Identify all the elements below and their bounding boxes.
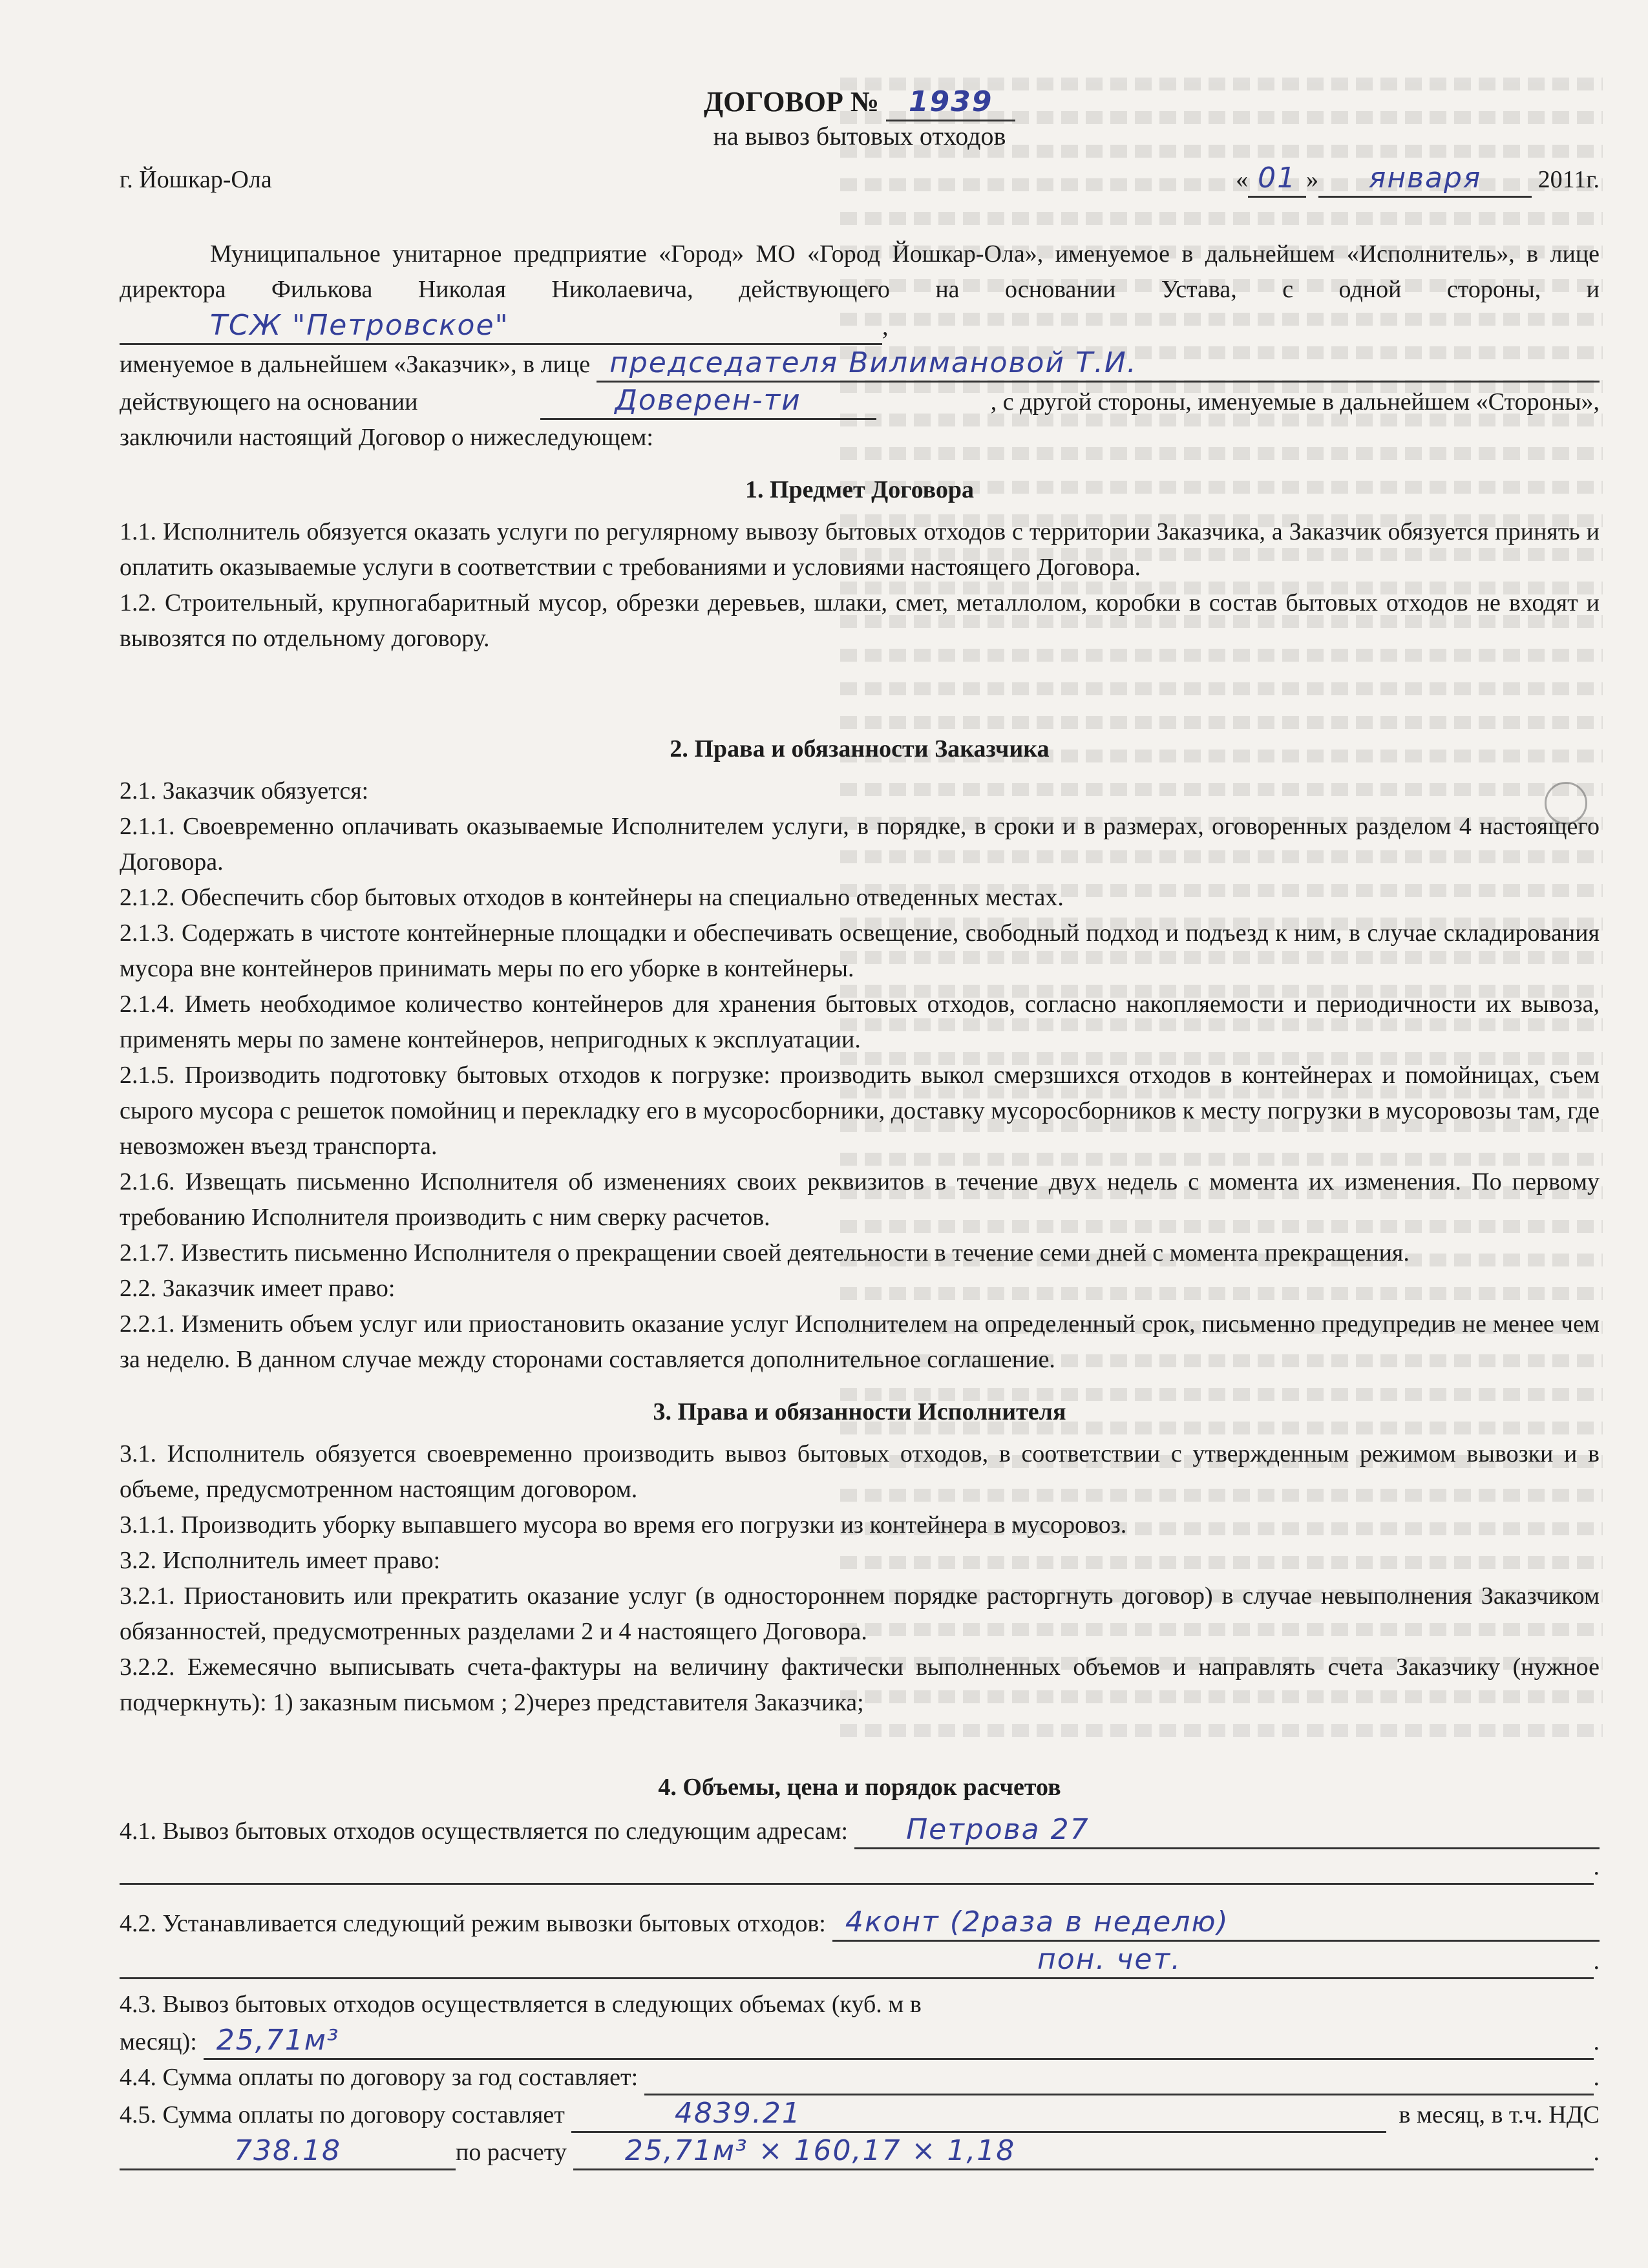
vat-amount: 738.18 [120, 2133, 456, 2170]
document-body [120, 78, 1600, 2170]
preamble-closing: заключили настоящий Договор о нижеследующем: [120, 424, 653, 451]
address-extra-line: . [120, 1849, 1600, 1885]
section-4-heading: 4. Объемы, цена и порядок расчетов [658, 1774, 1061, 1801]
date-year: 2011г. [1537, 166, 1600, 193]
clause-4-2: 4.2. Устанавливается следующий режим вывозки бытовых отходов: 4конт (2раза в неделю) [120, 1904, 1600, 1942]
clause-3-2-1: 3.2.1. Приостановить или прекратить оказание услуг (в одностороннем порядке расторгнуть договор) в случае невыполнения Заказчиком обязанностей, предусмотренных разделами 2 и 4 настоящего Договора. [120, 1582, 1600, 1645]
clause-4-3-value: месяц): 25,71м³ . [120, 2022, 1600, 2060]
contract-subtitle: на вывоз бытовых отходов [713, 121, 1006, 151]
clause-2-1-3: 2.1.3. Содержать в чистоте контейнерные площадки и обеспечивать освещение, свободный подход и подъезд к ним, в случае складирования мусора вне контейнеров принимать меры по его уборке в контейнеры. [120, 919, 1600, 982]
clause-2-1-4: 2.1.4. Иметь необходимое количество контейнеров для хранения бытовых отходов, согласно накопляемости и периодичности их вывоза, применять меры по замене контейнеров, непригодных к эксплуатации. [120, 991, 1600, 1053]
city: г. Йошкар-Ола [120, 166, 272, 193]
date-day: 01 [1248, 160, 1306, 198]
clause-4-1: 4.1. Вывоз бытовых отходов осуществляется по следующим адресам: Петрова 27 [120, 1812, 1600, 1849]
contract-title [120, 84, 1600, 121]
contract-date: « 01 » января 2011г. [1236, 160, 1600, 198]
clause-4-3: 4.3. Вывоз бытовых отходов осуществляется в следующих объемах (куб. м в [120, 1991, 922, 2018]
city-date-row [120, 160, 1600, 198]
date-month: января [1318, 160, 1532, 198]
basis-row: действующего на основании Доверен-ти , с другой стороны, именуемые в дальнейшем «Стороны», [120, 383, 1600, 420]
section-3-heading: 3. Права и обязанности Исполнителя [653, 1398, 1066, 1425]
collection-schedule: 4конт (2раза в неделю) [832, 1904, 1600, 1942]
calculation-formula: 25,71м³ × 160,17 × 1,18 [573, 2133, 1594, 2170]
clause-3-1-1: 3.1.1. Производить уборку выпавшего мусора во время его погрузки из контейнера в мусоровоз. [120, 1511, 1127, 1538]
clause-2-1: 2.1. Заказчик обязуется: [120, 777, 369, 804]
clause-1-2: 1.2. Строительный, крупногабаритный мусор, обрезки деревьев, шлаки, смет, металлолом, коробки в состав бытовых отходов не входят и вывозятся по отдельному договору. [120, 589, 1600, 652]
clause-3-1: 3.1. Исполнитель обязуется своевременно производить вывоз бытовых отходов, в соответствии с утвержденным режимом вывозки и в объеме, предусмотренном настоящим договором. [120, 1440, 1600, 1503]
clause-2-1-5: 2.1.5. Производить подготовку бытовых отходов к погрузке: производить выкол смерзшихся отходов в контейнерах и помойницах, съем сырого мусора с решеток помойниц и перекладку его в мусоросборники, доставку мусоросборников к месту погрузки в мусоровозы там, где невозможен въезд транспорта. [120, 1062, 1600, 1160]
clause-2-2-1: 2.2.1. Изменить объем услуг или приостановить оказание услуг Исполнителем на определенный срок, письменно предупредив не менее чем за неделю. В данном случае между сторонами составляется дополнительное соглашение. [120, 1310, 1600, 1373]
clause-2-1-7: 2.1.7. Известить письменно Исполнителя о прекращении своей деятельности в течение семи дней с момента прекращения. [120, 1239, 1410, 1266]
title-text: ДОГОВОР № [703, 86, 880, 118]
clause-4-4: 4.4. Сумма оплаты по договору за год составляет: . [120, 2060, 1600, 2095]
clause-3-2-2: 3.2.2. Ежемесячно выписывать счета-фактуры на величину фактически выполненных объемов и направлять счета Заказчику (нужное подчеркнуть): 1) заказным письмом ; 2)через представителя Заказчика; [120, 1654, 1600, 1716]
contract-number: 1939 [886, 84, 1015, 121]
clause-2-1-2: 2.1.2. Обеспечить сбор бытовых отходов в контейнеры на специально отведенных местах. [120, 884, 1064, 911]
clause-3-2: 3.2. Исполнитель имеет право: [120, 1547, 441, 1574]
clause-4-5-calc: 738.18 по расчету 25,71м³ × 160,17 × 1,18 . [120, 2133, 1600, 2170]
clause-2-1-6: 2.1.6. Извещать письменно Исполнителя об изменениях своих реквизитов в течение двух недель с момента их изменения. По первому требованию Исполнителя производить с ним сверку расчетов. [120, 1168, 1600, 1231]
representative-name: председателя Вилимановой Т.И. [597, 345, 1600, 383]
clause-1-1: 1.1. Исполнитель обязуется оказать услуги по регулярному вывозу бытовых отходов с территории Заказчика, а Заказчик обязуется принять и оплатить оказываемые услуги в соответствии с требованиями и условиями настоящего Договора. [120, 518, 1600, 581]
preamble-paragraph: Муниципальное унитарное предприятие «Город» МО «Город Йошкар-Ола», именуемое в дальнейшем «Исполнитель», в лице директора Филькова Николая Николаевича, действующего на основании Устава, с одной стороны, и ТСЖ "Петровское" , [120, 236, 1600, 345]
monthly-sum: 4839.21 [571, 2095, 1386, 2133]
clause-4-5: 4.5. Сумма оплаты по договору составляет 4839.21 в месяц, в т.ч. НДС [120, 2095, 1600, 2133]
collection-days: пон. чет. [120, 1942, 1594, 1979]
customer-name: ТСЖ "Петровское" [120, 308, 882, 345]
schedule-extra-line: пон. чет. . [120, 1942, 1600, 1979]
monthly-volume: 25,71м³ [204, 2022, 1594, 2060]
clause-2-2: 2.2. Заказчик имеет право: [120, 1275, 396, 1302]
representative-row: именуемое в дальнейшем «Заказчик», в лице председателя Вилимановой Т.И. [120, 345, 1600, 383]
clause-2-1-1: 2.1.1. Своевременно оплачивать оказываемые Исполнителем услуги, в порядке, в сроки и в размерах, оговоренных разделом 4 настоящего Договора. [120, 813, 1600, 876]
basis-document: Доверен-ти [540, 383, 876, 420]
section-1-heading: 1. Предмет Договора [745, 476, 975, 503]
section-2-heading: 2. Права и обязанности Заказчика [670, 735, 1050, 762]
service-address: Петрова 27 [854, 1812, 1600, 1849]
